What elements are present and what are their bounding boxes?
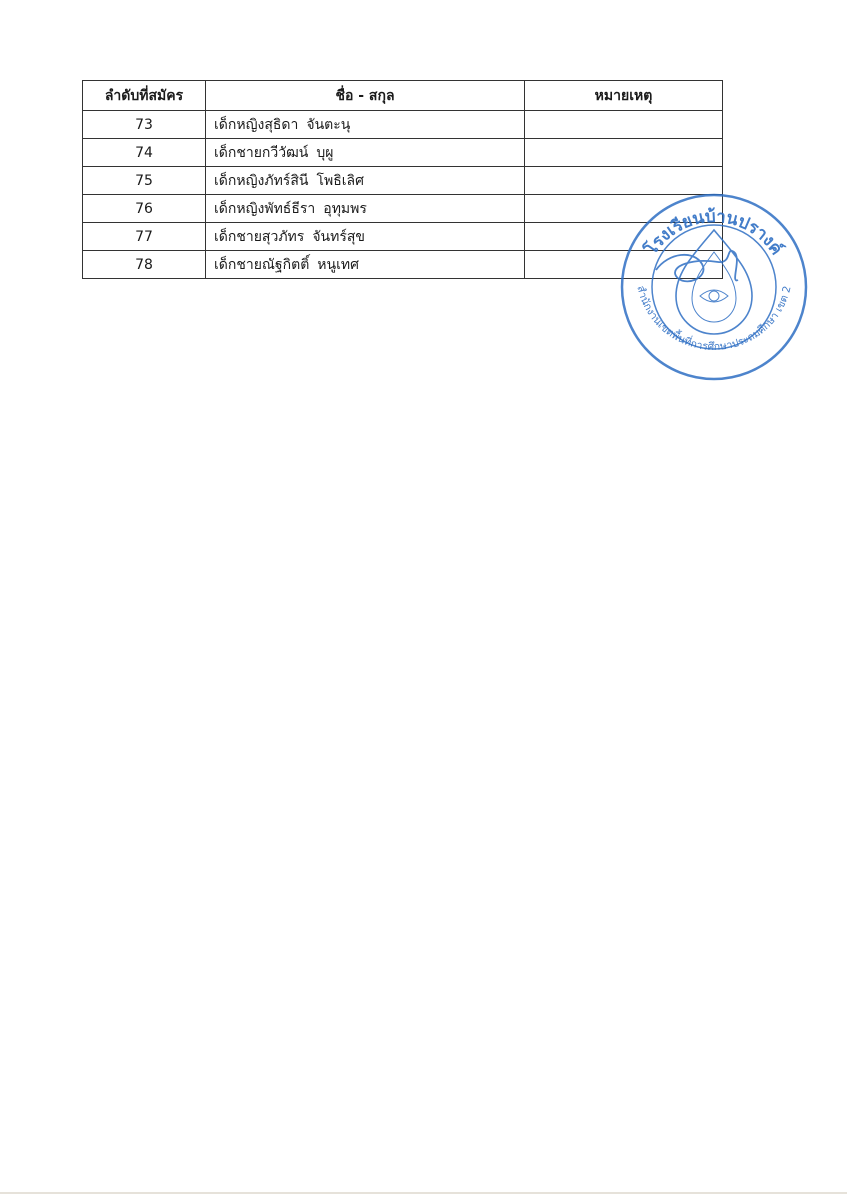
last-name: จันตะนุ: [306, 116, 351, 133]
seal-bottom-text: สำนักงานเขตพื้นที่การศึกษาประถมศึกษา เขต 2: [634, 284, 794, 354]
header-number: ลำดับที่สมัคร: [83, 81, 206, 111]
row-number: 74: [83, 139, 206, 167]
row-number: 75: [83, 167, 206, 195]
last-name: จันทร์สุข: [312, 228, 365, 245]
table-row: [83, 167, 723, 195]
table-row: [83, 111, 723, 139]
header-remarks: หมายเหตุ: [525, 81, 723, 111]
first-name: เด็กชายสุวภัทร: [214, 228, 305, 245]
table-header-row: [83, 81, 723, 111]
table-row: [83, 139, 723, 167]
row-number: 73: [83, 111, 206, 139]
last-name: บุผู: [316, 144, 334, 161]
row-number: 78: [83, 251, 206, 279]
first-name: เด็กหญิงภัทร์สินี: [214, 172, 309, 189]
first-name: เด็กหญิงพัทธ์ธีรา: [214, 200, 316, 217]
school-seal-stamp: [614, 192, 814, 382]
row-remarks: [525, 139, 723, 167]
row-number: 77: [83, 223, 206, 251]
last-name: หนูเทศ: [317, 256, 359, 273]
last-name: อุทุมพร: [323, 200, 367, 217]
row-name: [206, 139, 525, 167]
first-name: เด็กหญิงสุธิดา: [214, 116, 299, 133]
row-name: [206, 251, 525, 279]
first-name: เด็กชายกวีวัฒน์: [214, 144, 309, 161]
first-name: เด็กชายณัฐกิตติ์: [214, 256, 310, 273]
row-remarks: [525, 111, 723, 139]
row-name: [206, 223, 525, 251]
row-name: [206, 167, 525, 195]
row-name: [206, 111, 525, 139]
row-remarks: [525, 167, 723, 195]
last-name: โพธิเลิศ: [316, 172, 364, 189]
row-number: 76: [83, 195, 206, 223]
row-name: [206, 195, 525, 223]
header-name: ชื่อ - สกุล: [206, 81, 525, 111]
page-edge: [0, 1192, 847, 1194]
seal-top-text: โรงเรียนบ้านปรางค์: [641, 206, 787, 259]
